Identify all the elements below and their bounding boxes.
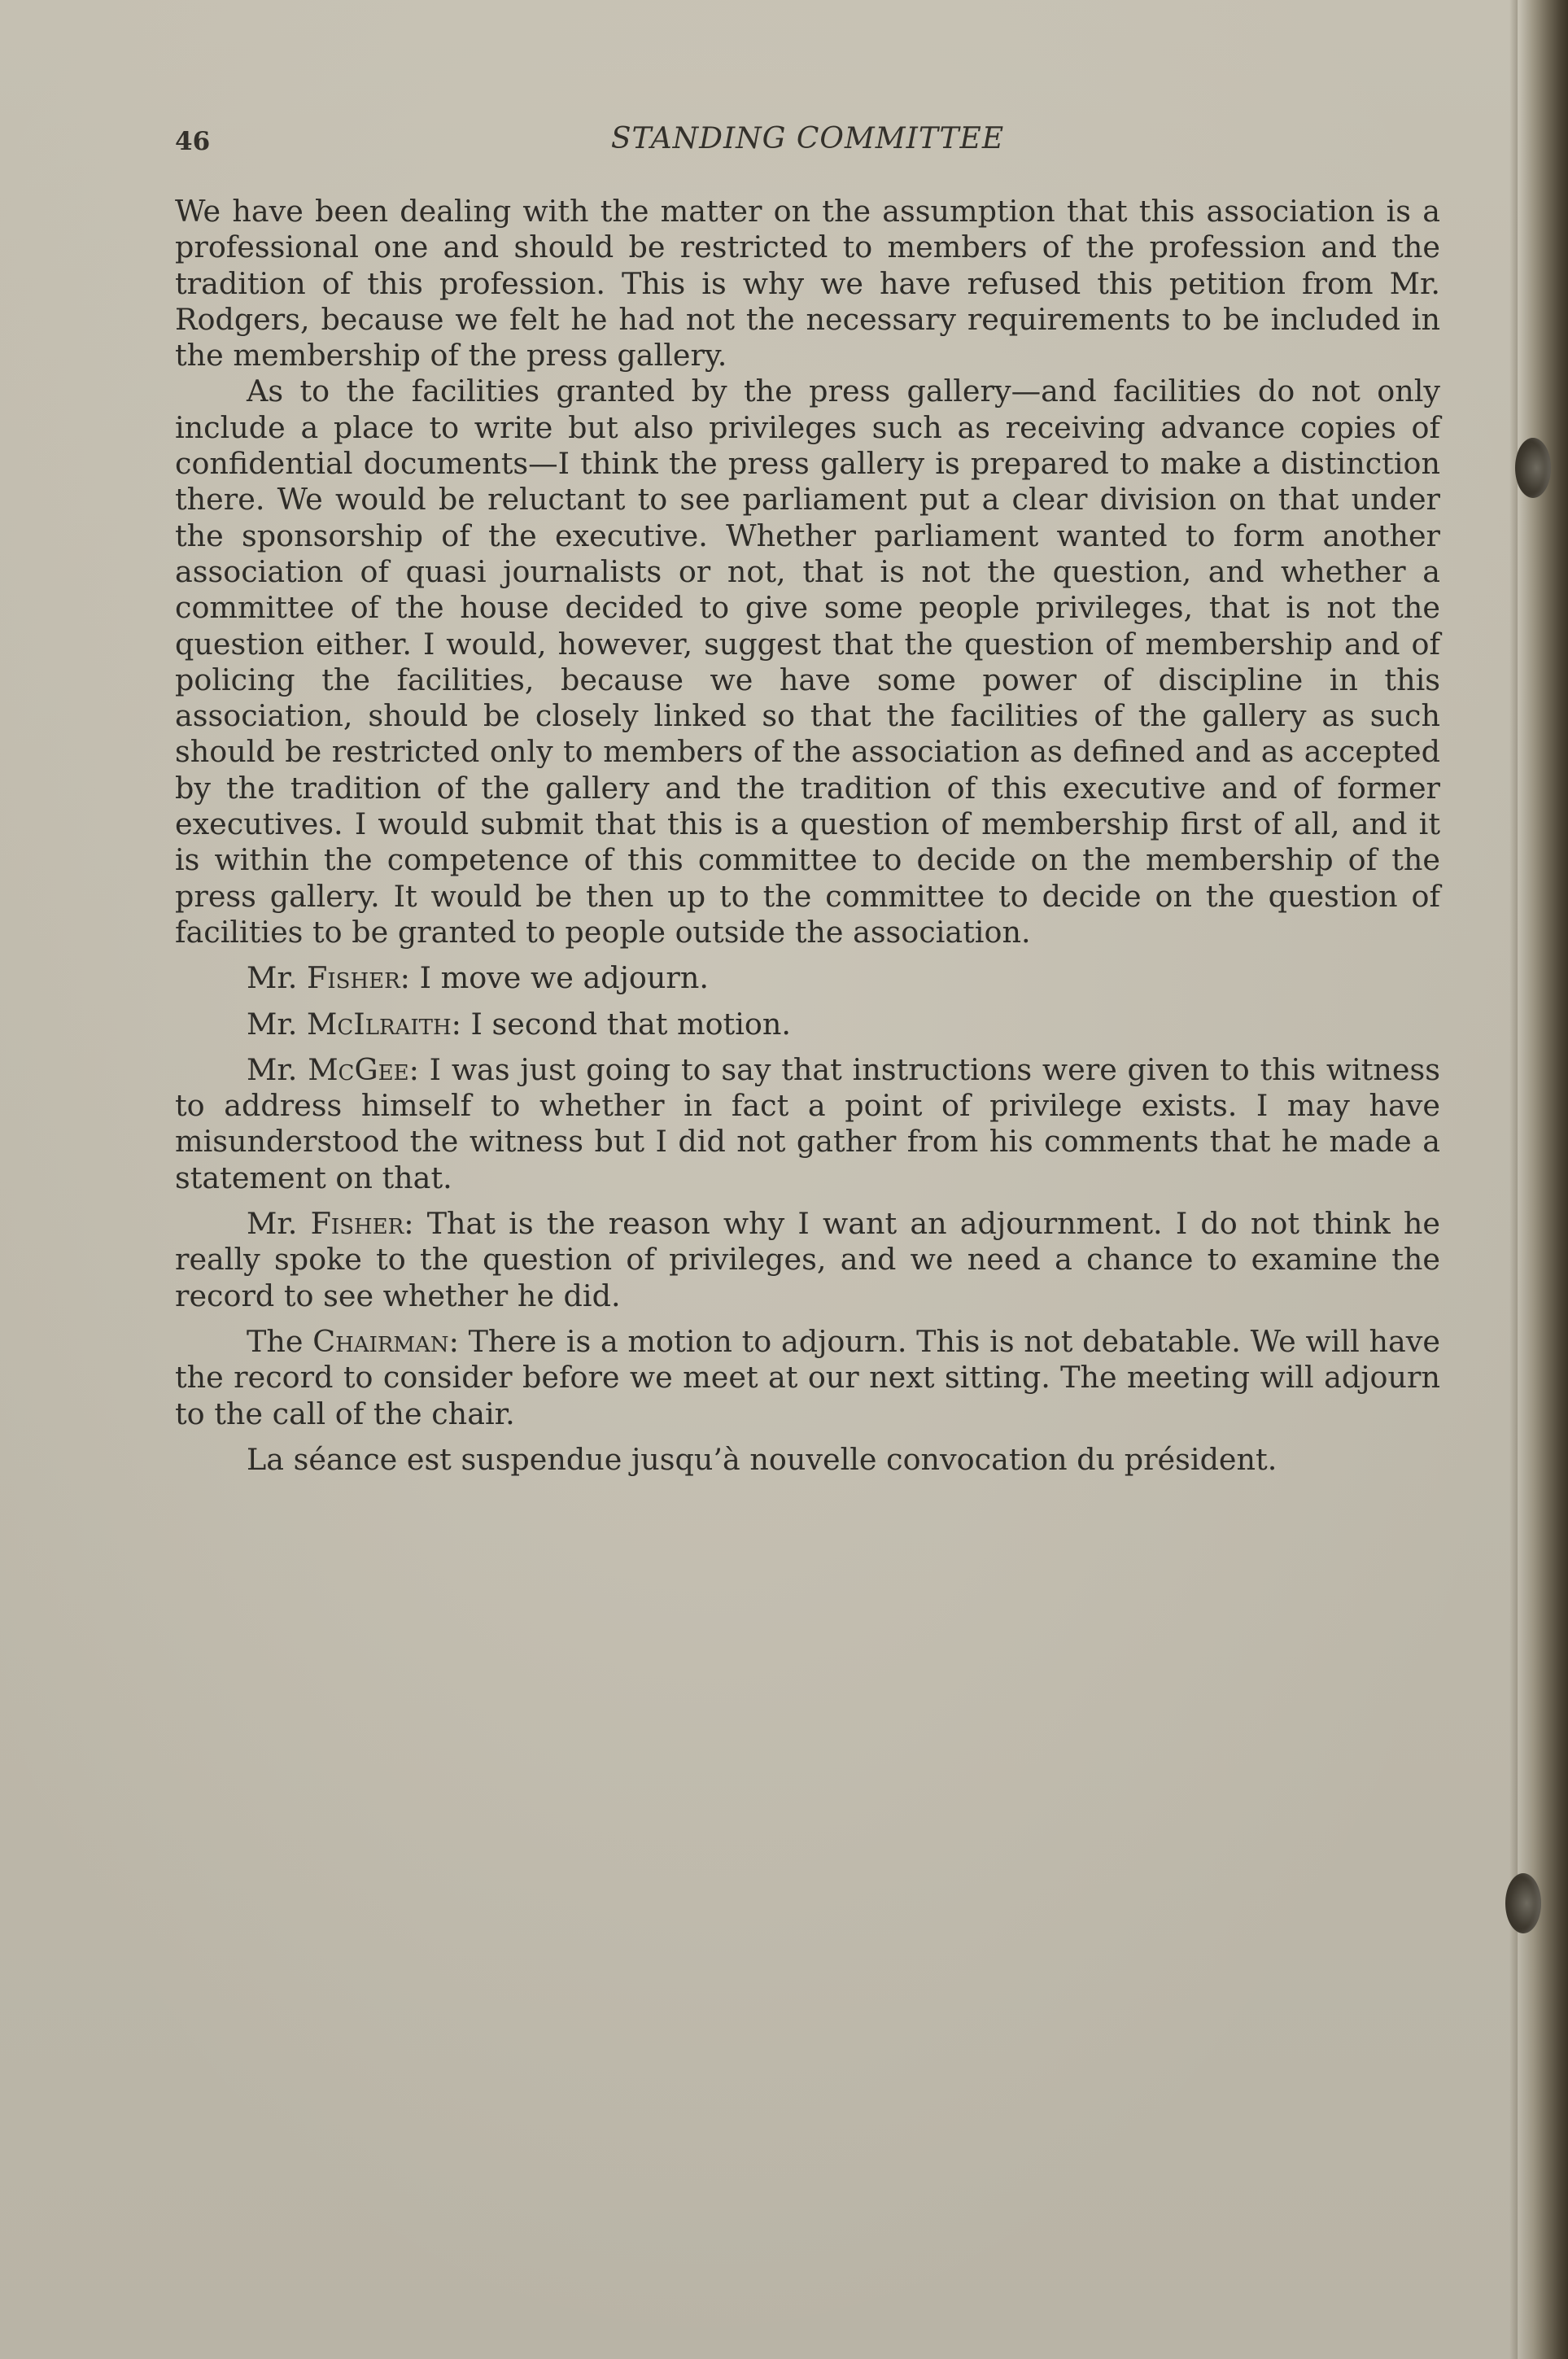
speech-prefix: Mr. bbox=[247, 1006, 308, 1042]
body-text bbox=[175, 194, 1440, 1478]
closing-statement: La séance est suspendue jusqu’à nouvelle convocation du président. bbox=[247, 1441, 1278, 1477]
paragraph-2: As to the facilities granted by the press gallery—and facilities do not only include a place to write but also privileges such as receiving advance copies of confidential documents—I think the press gallery is prepared to make a distinction there. We would be reluctant to see parliament put a clear division on that under the sponsorship of the executive. Whether parliament wanted to form another association of quasi journalists or not, that is not the question, and whether a committee of the house decided to give some people privileges, that is not the question either. I would, however, suggest that the question of membership and of policing the facilities, because we have some power of discipline in this association, should be closely linked so that the facilities of the gallery as such should be restricted only to members of the association as defined and as accepted by the tradition of the gallery and the tradition of this executive and of former executives. I would submit that this is a question of membership first of all, and it is within the competence of this committee to decide on the membership of the press gallery. It would be then up to the committee to decide on the question of facilities to be granted to people outside the association. bbox=[175, 374, 1440, 950]
page-number: 46 bbox=[175, 127, 211, 156]
speech-chairman bbox=[175, 1324, 1440, 1432]
speech-prefix: Mr. bbox=[247, 960, 308, 996]
speech-text: : I second that motion. bbox=[451, 1006, 791, 1042]
speech-mcgee bbox=[175, 1052, 1440, 1196]
speaker-name: Chairman bbox=[312, 1323, 449, 1359]
speech-text: : I was just going to say that instructions were given to this witness to address himself to whether in fact a point of privilege exists. I may have misunderstood the witness but I did not gather from his comments that he made a statement on that. bbox=[175, 1051, 1440, 1195]
punch-hole-top bbox=[1515, 438, 1551, 498]
speech-prefix: The bbox=[247, 1323, 313, 1359]
speaker-name: Fisher bbox=[307, 960, 400, 996]
punch-hole-bottom bbox=[1505, 1873, 1541, 1933]
paragraph-1: We have been dealing with the matter on the assumption that this association is a professional one and should be restricted to members of the profession and the tradition of this profession. This is why we have refused this petition from Mr. Rodgers, because we felt he had not the necessary requirements to be included in the membership of the press gallery. bbox=[175, 194, 1440, 374]
speech-text: : I move we adjourn. bbox=[400, 960, 709, 996]
speech-text: : There is a motion to adjourn. This is not debatable. We will have the record to consider before we meet at our next sitting. The meeting will adjourn to the call of the chair. bbox=[175, 1323, 1440, 1431]
speech-prefix: Mr. bbox=[247, 1206, 311, 1242]
speech-prefix: Mr. bbox=[247, 1051, 308, 1087]
speech-fisher-2 bbox=[175, 1206, 1440, 1314]
speaker-name: McGee bbox=[308, 1051, 409, 1087]
speaker-name: Fisher bbox=[310, 1206, 404, 1242]
running-head: STANDING COMMITTEE bbox=[610, 122, 1005, 155]
binding-shadow bbox=[1509, 0, 1518, 2359]
speech-text: : That is the reason why I want an adjournment. I do not think he really spoke to the question of privileges, and we need a chance to examine the record to see whether he did. bbox=[175, 1206, 1440, 1313]
speech-fisher-1 bbox=[175, 960, 1440, 996]
book-binding bbox=[1519, 0, 1568, 2359]
page-header bbox=[175, 122, 1440, 163]
speech-mcilraith bbox=[175, 1007, 1440, 1042]
speaker-name: McIlraith bbox=[307, 1006, 452, 1042]
